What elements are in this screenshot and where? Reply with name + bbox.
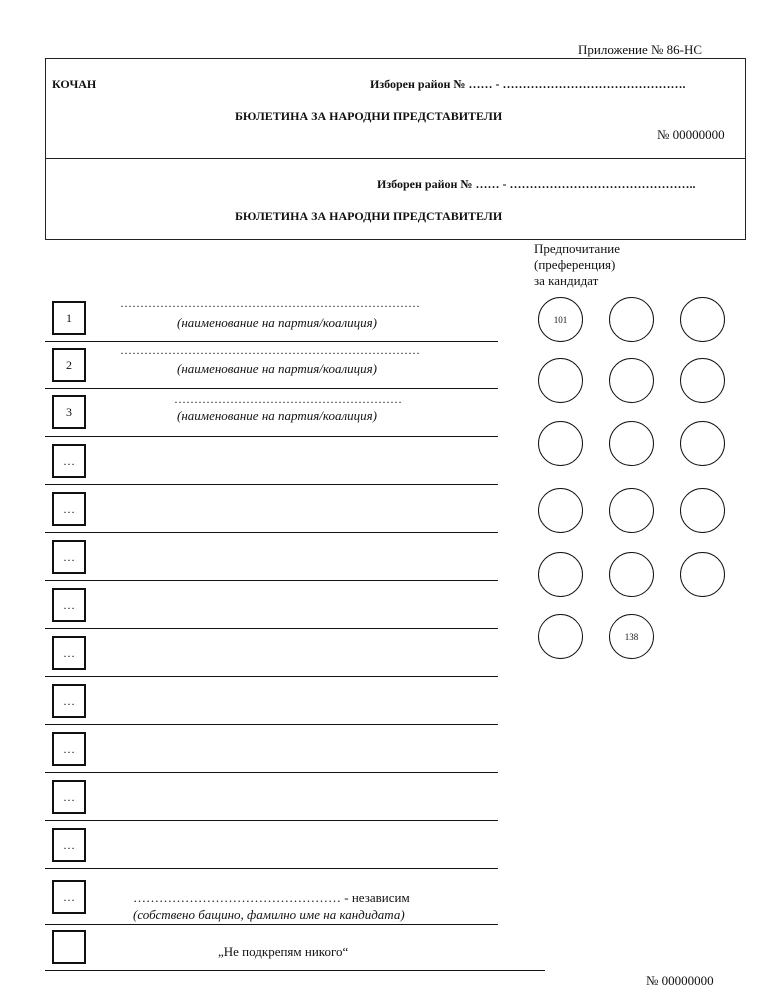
- party-checkbox-2[interactable]: 2: [52, 348, 86, 382]
- preference-circle[interactable]: [538, 358, 583, 403]
- party-name-line-3: …………………………………………………: [174, 392, 402, 406]
- row-divider: [45, 532, 498, 533]
- stub-label: КОЧАН: [52, 77, 97, 91]
- footer-ballot-number: № 00000000: [646, 973, 714, 988]
- stub-title: БЮЛЕТИНА ЗА НАРОДНИ ПРЕДСТАВИТЕЛИ: [235, 109, 503, 123]
- preference-circle[interactable]: [609, 552, 654, 597]
- party-checkbox-6[interactable]: …: [52, 540, 86, 574]
- row-divider: [45, 970, 545, 971]
- stub-district: Изборен район № …… - ……………………………………….: [370, 77, 686, 91]
- preference-circle-101[interactable]: 101: [538, 297, 583, 342]
- preference-circle[interactable]: [609, 358, 654, 403]
- preference-line-3: за кандидат: [534, 273, 599, 288]
- row-divider: [45, 772, 498, 773]
- annex-label: Приложение № 86-НС: [578, 42, 703, 57]
- party-checkbox-1[interactable]: 1: [52, 301, 86, 335]
- row-divider: [45, 676, 498, 677]
- preference-header: [534, 241, 664, 289]
- party-name-line-1: …………………………………………………………………: [120, 296, 420, 310]
- row-divider: [45, 724, 498, 725]
- row-divider: [45, 628, 498, 629]
- party-name-line-2: …………………………………………………………………: [120, 343, 420, 357]
- preference-circle[interactable]: [680, 297, 725, 342]
- independent-checkbox[interactable]: …: [52, 880, 86, 914]
- party-checkbox-5[interactable]: …: [52, 492, 86, 526]
- party-checkbox-7[interactable]: …: [52, 588, 86, 622]
- row-divider: [45, 388, 498, 389]
- preference-circle[interactable]: [538, 552, 583, 597]
- preference-circle[interactable]: [680, 488, 725, 533]
- preference-circle[interactable]: [538, 421, 583, 466]
- stub-box: [45, 58, 746, 159]
- preference-line-2: (преференция): [534, 257, 616, 272]
- preference-circle[interactable]: [609, 421, 654, 466]
- ballot-district: Изборен район № …… - ………………………………………..: [377, 177, 696, 191]
- stub-number: № 00000000: [657, 127, 725, 142]
- preference-circle-138[interactable]: 138: [609, 614, 654, 659]
- none-label: „Не подкрепям никого“: [218, 944, 349, 959]
- party-caption-3: (наименование на партия/коалиция): [177, 408, 378, 423]
- party-checkbox-12[interactable]: …: [52, 828, 86, 862]
- preference-circle[interactable]: [609, 488, 654, 533]
- independent-line: ………………………………………… - независим: [133, 890, 410, 905]
- preference-circle[interactable]: [538, 614, 583, 659]
- row-divider: [45, 820, 498, 821]
- party-checkbox-8[interactable]: …: [52, 636, 86, 670]
- row-divider: [45, 341, 498, 342]
- ballot-title: БЮЛЕТИНА ЗА НАРОДНИ ПРЕДСТАВИТЕЛИ: [235, 209, 503, 223]
- preference-circle[interactable]: [609, 297, 654, 342]
- party-caption-1: (наименование на партия/коалиция): [177, 315, 378, 330]
- preference-circle[interactable]: [680, 421, 725, 466]
- party-checkbox-4[interactable]: …: [52, 444, 86, 478]
- party-checkbox-3[interactable]: 3: [52, 395, 86, 429]
- row-divider: [45, 580, 498, 581]
- ballot-header-box: [45, 158, 746, 240]
- independent-caption: (собствено бащино, фамилно име на кандидата): [133, 907, 405, 922]
- row-divider: [45, 924, 498, 925]
- party-caption-2: (наименование на партия/коалиция): [177, 361, 378, 376]
- preference-circle[interactable]: [680, 358, 725, 403]
- party-checkbox-11[interactable]: …: [52, 780, 86, 814]
- party-checkbox-10[interactable]: …: [52, 732, 86, 766]
- row-divider: [45, 868, 498, 869]
- row-divider: [45, 436, 498, 437]
- preference-line-1: Предпочитание: [534, 241, 621, 256]
- preference-circle[interactable]: [680, 552, 725, 597]
- party-checkbox-9[interactable]: …: [52, 684, 86, 718]
- row-divider: [45, 484, 498, 485]
- none-checkbox[interactable]: [52, 930, 86, 964]
- preference-circle[interactable]: [538, 488, 583, 533]
